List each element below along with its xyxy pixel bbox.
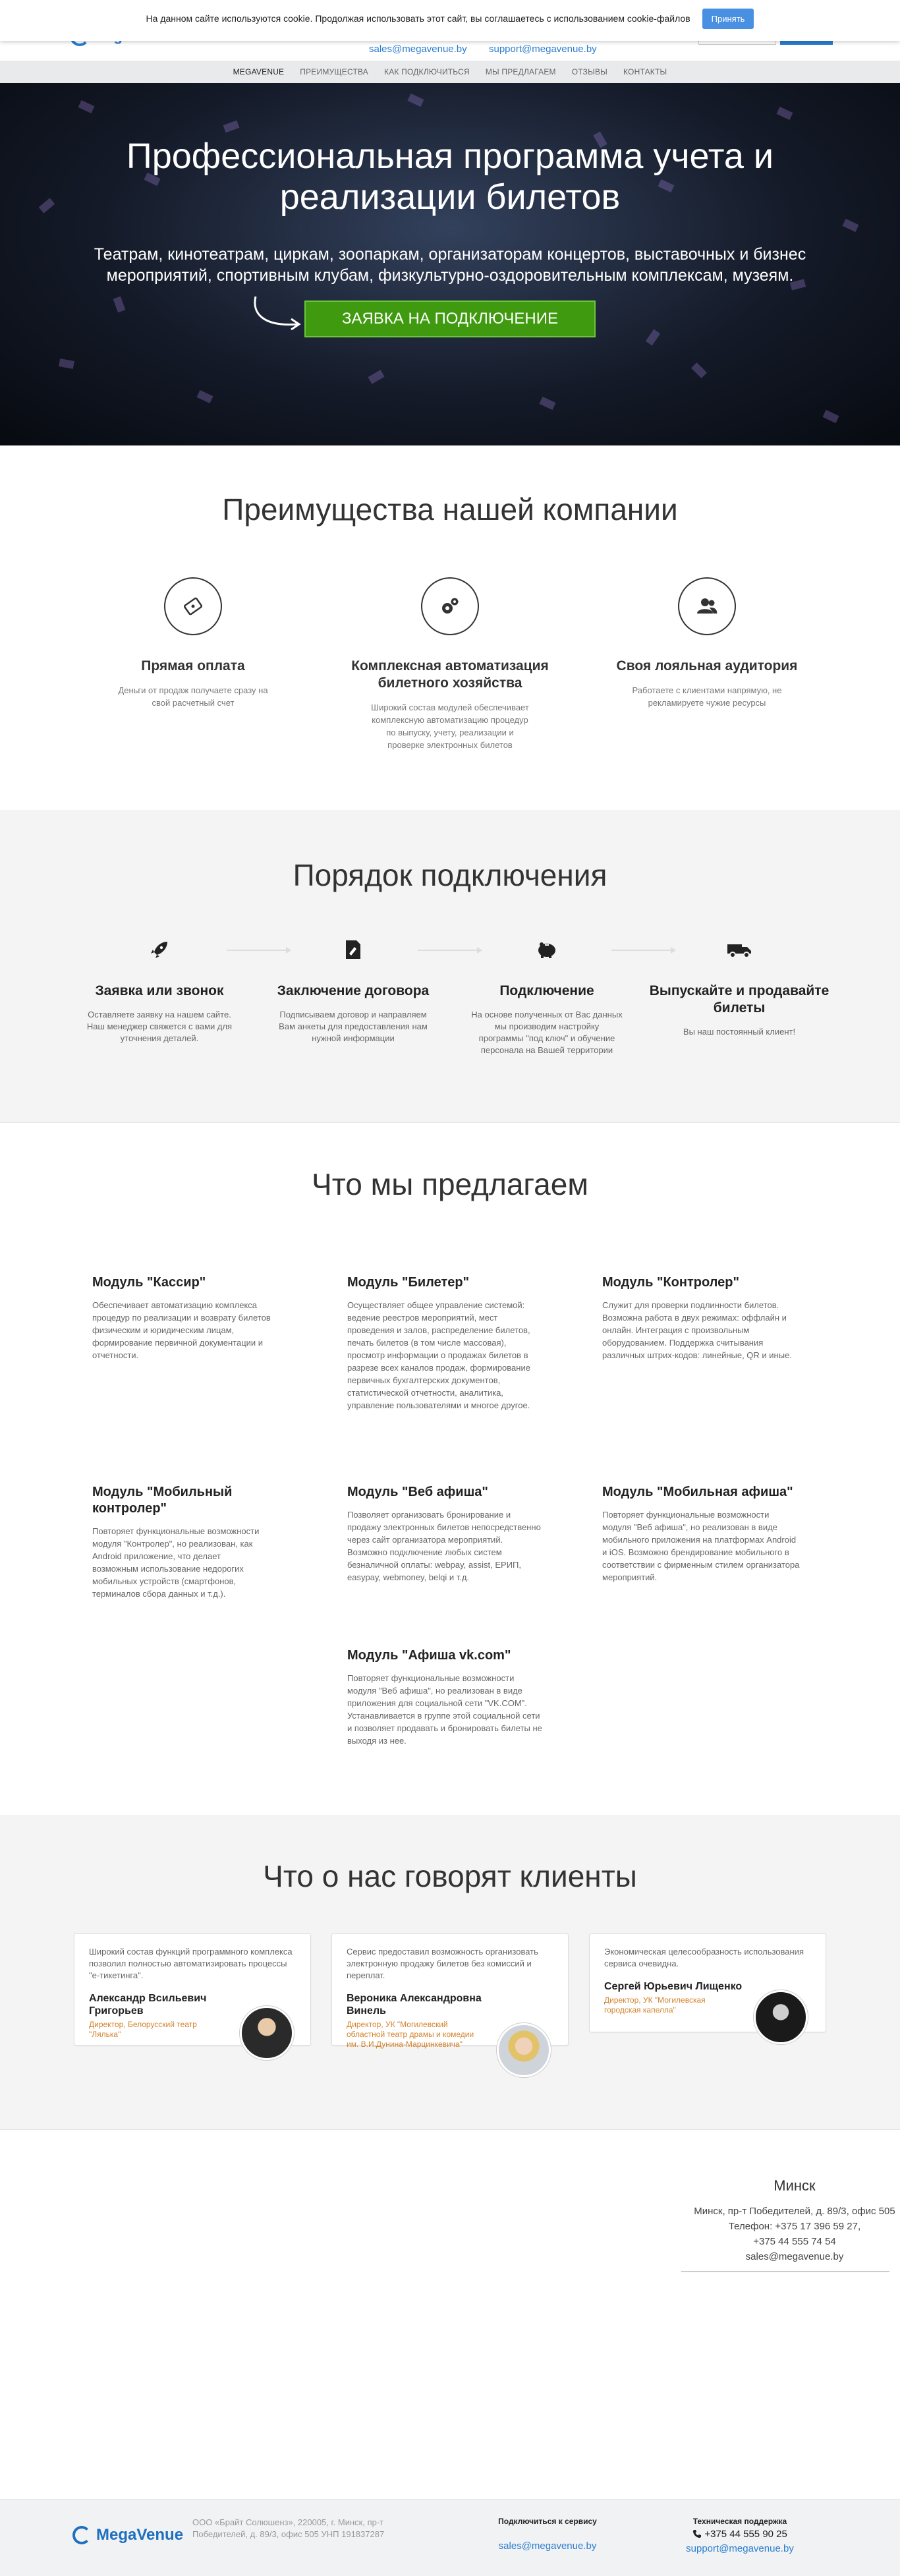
step-card [648,936,830,1038]
advantage-text: Работаете с клиентами напрямую, не рекламируете чужие ресурсы [632,685,782,708]
cookie-text: На данном сайте используются cookie. Продолжая использовать этот сайт, вы соглашаетесь с использованием cookie-файлов [146,13,690,24]
advantages-section [0,445,900,811]
module-title: Модуль "Мобильный контролер" [92,1485,233,1516]
step-text: Вы наш постоянный клиент! [683,1027,796,1037]
module-title: Модуль "Мобильная афиша" [602,1485,793,1499]
module-card [347,1274,545,1412]
divider [681,2271,889,2272]
contract-icon [340,936,366,963]
module-card [602,1484,800,1584]
footer-logo-text: MegaVenue [96,2526,184,2544]
module-text: Повторяет функциональные возможности модуля "Веб афиша", но реализован в виде приложения для социальной сети "VK.COM". Устанавливается в группе этой социальной сети и позволяет продавать и бронировать билеты не выходя из нее. [347,1673,542,1746]
main-nav [0,61,900,83]
advantage-card [88,577,298,709]
review-quote: Широкий состав функций программного комплекса позволил полностью автоматизировать процессы "e-тикетинга". [89,1947,293,1980]
step-text: Подписываем договор и направляем Вам анкеты для предоставления нам нужной информации [279,1010,428,1043]
module-text: Повторяет функциональные возможности модуля "Веб афиша", но реализован в виде мобильного приложения на платформах Android и iOS. Возможно брендирование мобильного в соответствии с фирменным стилем организатора мероприятий. [602,1510,800,1582]
truck-icon [726,936,752,963]
reviews-section [0,1815,900,2130]
module-card [92,1484,264,1600]
hero-section [0,83,900,445]
contact-email[interactable]: sales@megavenue.by [745,2251,844,2262]
review-author-role: Директор, УК "Могилевский областной театр драмы и комедии им. В.И.Дунина-Марцинкевича" [347,2020,474,2049]
module-card [347,1484,545,1584]
users-icon [678,577,736,635]
hero-title: Профессиональная программа учета и реализации билетов [126,136,774,217]
module-text: Позволяет организовать бронирование и продажу электронных билетов непосредственно через сайт организатора мероприятий. Возможно подключение любых систем безналичной оплаты: webpay, assist, ЕРИП, easypay, webmoney, belqi и т.д. [347,1510,541,1582]
piggy-bank-icon [534,936,560,963]
module-title: Модуль "Веб афиша" [347,1485,488,1499]
module-card [347,1647,545,1747]
nav-item-advantages[interactable]: ПРЕИМУЩЕСТВА [300,67,369,76]
contact-card-minsk [681,2177,900,2272]
avatar [754,1990,808,2044]
review-quote: Экономическая целесообразность использования сервиса очевидна. [604,1947,804,1968]
header-support-email[interactable]: support@megavenue.by [489,43,597,55]
step-card [456,936,638,1056]
hero-subtitle: Театрам, кинотеатрам, циркам, зоопаркам, организаторам концертов, выставочных и бизнес мероприятий, спортивным клубам, физкультурно-оздоровительным комплексам, музеям. [94,245,806,285]
footer-connect [485,2517,610,2554]
footer-support-heading: Техническая поддержка [692,2517,787,2526]
contact-phone-2: +375 44 555 74 54 [753,2236,836,2247]
site-footer [0,2499,900,2576]
offer-section [0,1123,900,1815]
module-text: Обеспечивает автоматизацию комплекса процедур по реализации и возврату билетов физическим и юридическим лицам, формирование первичной документации и отчетности. [92,1300,271,1360]
advantage-text: Деньги от продаж получаете сразу на свой расчетный счет [118,685,268,708]
step-card [69,936,250,1045]
step-title: Подключение [499,983,594,998]
review-author-role: Директор, Белорусский театр "Лялька" [89,2020,197,2039]
module-text: Повторяет функциональные возможности модуля "Контролер", но реализован, как Android приложение, что делает возможным использование недорогих мобильных устройств (смартфонов, терминалов сбора данных и т.д.). [92,1526,260,1599]
avatar [497,2023,551,2077]
advantage-title: Комплексная автоматизация билетного хозяйства [351,658,549,691]
rocket-icon [146,936,173,963]
nav-item-how-to-connect[interactable]: КАК ПОДКЛЮЧИТЬСЯ [384,67,470,76]
request-connection-button[interactable]: ЗАЯВКА НА ПОДКЛЮЧЕНИЕ [304,301,596,337]
footer-support [679,2517,801,2556]
advantage-title: Прямая оплата [141,658,245,673]
nav-item-offer[interactable]: МЫ ПРЕДЛАГАЕМ [485,67,556,76]
contacts-section [0,2130,900,2499]
advantage-title: Своя лояльная аудитория [616,658,798,673]
gears-icon [421,577,479,635]
step-text: На основе полученных от Вас данных мы производим настройку программы "под ключ" и обучение персонала на Вашей территории [471,1010,623,1055]
module-title: Модуль "Билетер" [347,1275,470,1290]
step-title: Заключение договора [277,983,430,998]
step-card [262,936,444,1045]
nav-item-reviews[interactable]: ОТЗЫВЫ [571,67,607,76]
contact-phone: Телефон: +375 17 396 59 27, [728,2221,861,2232]
footer-address: ООО «Брайт Солюшенз», 220005, г. Минск, пр-т Победителей, д. 89/3, офис 505 УНП 191837287 [192,2517,385,2539]
offer-title: Что мы предлагаем [312,1167,588,1201]
cookie-accept-button[interactable]: Принять [702,9,754,29]
footer-connect-heading: Подключиться к сервису [498,2517,597,2526]
avatar [240,2006,294,2060]
module-card [602,1274,800,1361]
contact-address: Минск, пр-т Победителей, д. 89/3, офис 505 [694,2206,895,2217]
step-text: Оставляете заявку на нашем сайте. Наш менеджер свяжется с вами для уточнения деталей. [86,1010,233,1043]
hand-drawn-arrow-icon [250,294,303,333]
footer-support-email[interactable]: support@megavenue.by [686,2543,794,2554]
review-author-name: Вероника Александровна Винель [347,1993,482,2017]
steps-title: Порядок подключения [293,858,607,892]
advantage-text: Широкий состав модулей обеспечивает комплексную автоматизацию процедур по выпуску, учету, реализации и проверке электронных билетов [371,702,529,750]
module-text: Осуществляет общее управление системой: ведение реестров мероприятий, мест проведения и залов, распределение билетов, печать билетов (в том числе массовая), просмотр информации о продажах билетов в разрезе всех каналов продаж, формирование первичных бухгалтерских документов, статистической отчетности, аналитика, управление пользователями и многое другое. [347,1300,530,1410]
step-title: Выпускайте и продавайте билеты [649,983,830,1016]
review-author-role: Директор, УК "Могилевская городская капелла" [604,1995,706,2015]
footer-support-phone: +375 44 555 90 25 [704,2529,787,2540]
advantage-card [602,577,812,709]
header-sales-email[interactable]: sales@megavenue.by [369,43,467,55]
phone-icon [692,2529,702,2538]
review-author-name: Александр Всильевич Григорьев [89,1993,207,2017]
module-text: Служит для проверки подлинности билетов. Возможна работа в двух режимах: оффлайн и онлайн. Интеграция с произвольным оборудованием. Поддержка считывания различных штрих-кодов: линейные, QR и иные. [602,1300,792,1360]
module-title: Модуль "Контролер" [602,1275,739,1290]
logo-mark-icon [72,2526,91,2544]
footer-connect-email[interactable]: sales@megavenue.by [498,2540,597,2552]
nav-item-megavenue[interactable]: MEGAVENUE [233,67,285,76]
footer-support-phone-row[interactable] [679,2527,801,2542]
module-title: Модуль "Кассир" [92,1275,206,1290]
module-title: Модуль "Афиша vk.com" [347,1648,511,1663]
step-title: Заявка или звонок [95,983,224,998]
footer-logo[interactable] [72,2526,183,2544]
advantage-card [345,577,555,751]
review-author-name: Сергей Юрьевич Лищенко [604,1981,743,1992]
reviews-title: Что о нас говорят клиенты [263,1859,637,1893]
contact-city: Минск [773,2177,816,2194]
cookie-banner [0,0,900,41]
nav-item-contacts[interactable]: КОНТАКТЫ [623,67,667,76]
module-card [92,1274,290,1361]
connection-steps-section [0,811,900,1123]
review-quote: Сервис предоставил возможность организовать электронную продажу билетов без комиссий и переплат. [347,1947,538,1980]
advantages-title: Преимущества нашей компании [222,492,678,527]
ticket-icon [164,577,222,635]
